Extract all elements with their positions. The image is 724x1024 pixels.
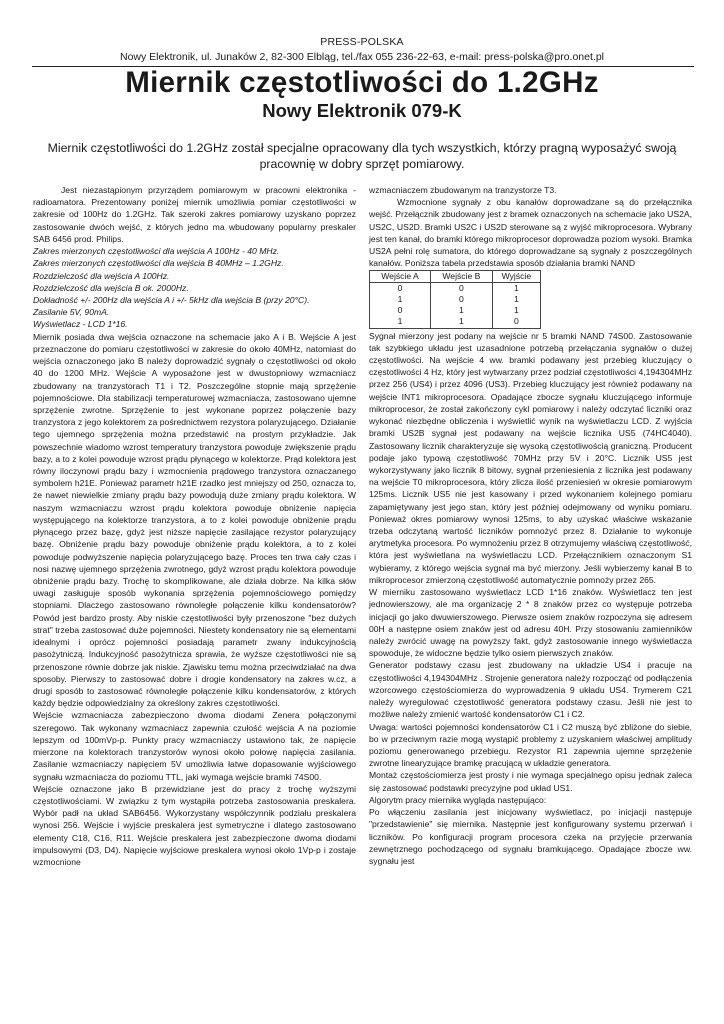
table-header-cell: Wejście A bbox=[370, 270, 431, 282]
spec-line: Rozdzielczość dla wejścia A 100Hz. bbox=[33, 270, 170, 281]
nand-truth-table bbox=[369, 270, 541, 329]
publisher-name: PRESS-POLSKA bbox=[320, 36, 404, 48]
table-row bbox=[370, 282, 541, 294]
table-header-cell: Wejście B bbox=[430, 270, 492, 282]
body-paragraph: Wzmocnione sygnały z obu kanałów doprowadzane są do przełącznika wejść. Przełącznik zbudowany jest z bramek oznaczonych na schemacie jako US2A, US2C, US2D. Bramki US2C i US2D sterowane są z wyjść mikroprocesora. Wybrany jest ten kanał, do bramki którego mikroprocesor doprowadza poziom wysoki. Bramka US2A pełni rolę sumatora, do którego doprowadzane są sygnały z poszczególnych kanałów. Poniższa tabela przedstawia sposób działania bramki NAND bbox=[369, 197, 692, 269]
body-paragraph: Wejście oznaczone jako B przewidziane jest do pracy z trochę wyższymi częstotliwościami. W związku z tym wystąpiła potrzeba zastosowania preskalera. Wybór padł na układ SAB6456. Wykorzystany współczynnik podziału preskalera wynosi 256. Wejście i wyjście preskalera jest symetryczne i dlatego zastosowano elementy C18, C16, R11. Wejście preskalera jest zabezpieczone dwoma diodami impulsowymi (D3, D4). Napięcie wyjściowe preskalera wynosi około 1Vp-p i zostaje wzmocnione bbox=[33, 783, 356, 868]
lead-paragraph: Miernik częstotliwości do 1.2GHz został specjalne opracowany dla tych wszystkich, którzy pragną wyposażyć swoją pracownię w dobry sprzęt pomiarowy. bbox=[47, 141, 677, 171]
spec-line: Wyświetlacz - LCD 1*16. bbox=[33, 319, 128, 330]
body-paragraph: Uwaga: wartości pojemności kondensatorów C1 i C2 muszą być zbliżone do siebie, bo w przeciwnym razie mogą wystąpić problemy z uzyskaniem właściwej amplitudy poziomu generowanego przebiegu. Rezystor R1 zapewnia ujemne sprzężenie zwrotne linearyzujące bramkę pracującą w układzie generatora. bbox=[369, 721, 692, 769]
spec-line: Zakres mierzonych częstotliwości dla wejścia B 40MHz – 1.2GHz. bbox=[33, 258, 284, 269]
table-cell: 1 bbox=[370, 294, 431, 305]
table-row bbox=[370, 294, 541, 305]
intro-paragraph: Jest niezastąpionym przyrządem pomiarowym w pracowni elektronika - radioamatora. Prezentowany poniżej miernik umożliwia pomiar częstotliwości w zakresie od 100Hz do 1.2GHz. Tak szeroki zakres pomiarowy uzyskano poprzez zastosowanie dwóch wejść, z których jedno ma wbudowany popularny preskaler SAB 6456 prod. Philips. bbox=[33, 185, 356, 244]
table-header-row bbox=[370, 270, 541, 282]
page-subtitle: Nowy Elektronik 079-K bbox=[262, 100, 462, 121]
body-paragraph: Generator podstawy czasu jest zbudowany na układzie US4 i pracuje na częstotliwości 4,194304MHz . Strojenie generatora należy rozpocząć od podłączenia wzorcowego częstościomierza do wyprowadzenia 9 układu US4. Trymerem C21 należy wyregulować częstotliwość generatora podstawy czasu. Jeśli nie jest to możliwe należy zmienić wartość kondensatorów C1 i C2. bbox=[369, 660, 692, 720]
table-cell: 1 bbox=[430, 305, 492, 316]
table-cell: 1 bbox=[430, 316, 492, 328]
body-paragraph: Miernik posiada dwa wejścia oznaczone na schemacie jako A i B. Wejście A jest przeznaczone do pomiaru częstotliwości w zakresie do około 40MHz, natomiast do wejścia oznaczonego jako B należy doprowadzić sygnały o częstotliwości od około 40 do 1200 MHz. Wejście A wyposażone jest w dwustopniowy wzmacniacz zbudowany na tranzystorach T1 i T2. Poszczególne stopnie mają sprzężenie pojemnościowe. Dla stabilizacji temperaturowej wzmacniacza, zastosowano ujemne sprzężenie zwrotne. Sprzężenie to jest wykonane poprzez połączenie bazy tranzystora z jego kolektorem za pośrednictwem rezystora polaryzującego. Działanie tego ujemnego sprzężenia można przedstawić na prostym przykładzie. Jak powszechnie wiadomo wzrost temperatury tranzystora powoduje zwiększenie prądu bazy, a to z kolei powoduje wzrost prądu płynącego w kolektorze. Prąd kolektora jest równy iloczynowi prądu bazy i wzmocnienia prądowego tranzystora oznaczanego symbolem h21E. Ponieważ parametr h21E rzadko jest mniejszy od 250, oznacza to, że nawet niewielkie zmiany prądu bazy powodują duże zmiany prądu kolektora. W naszym wzmacniaczu wzrost prądu kolektora powoduje obniżenie napięcia występującego na kolektorze tranzystora, a to z kolei powoduje obniżenie prądu płynącego przez bazę, gdyż jest niższe napięcie zasilające rezystor polaryzujący bazę. Obniżenie prądu bazy powoduje obniżenie prądu kolektora, a to z kolei powoduje podwyższenie napięcia polaryzującego bazę. Proces ten trwa cały czas i nosi nazwę ujemnego sprzężenia zwrotnego, gdyż wzrost prądu kolektora powoduje obniżenie prądu bazy. Trochę to skomplikowane, ale działa dobrze. Na kilka słów uwagi zasługuje sposób wykonania sprzężenia pojemnościowego pomiędzy stopniami. Dlaczego zastosowano równoległe połączenie kilku kondensatorów? Powód jest bardzo prosty. Aby niskie częstotliwości były przenoszone "bez dużych strat" trzeba zastosować duże pojemności. Niestety kondensatory nie są elementami idealnymi i oprócz pojemności posiadają parametr zwany indukcyjnością pasożytniczą. Indukcyjność pasożytnicza sprawia, że wyższe częstotliwości nie są przenoszone równie dobrze jak niskie. Zjawisku temu można przeciwdziałać na dwa sposoby. Pierwszy to zastosować dobre i drogie kondensatory na zakres w.cz, a drugi sposób to zastosować równoległe połączenie kilku kondensatorów, z których każdy będzie odpowiedzialny za określony zakres częstotliwości. bbox=[33, 331, 356, 709]
table-cell: 0 bbox=[430, 294, 492, 305]
spec-line: Rozdzielczość dla wejścia B ok. 2000Hz. bbox=[33, 282, 189, 293]
table-header-cell: Wyjście bbox=[492, 270, 540, 282]
table-cell: 1 bbox=[492, 305, 540, 316]
body-paragraph: Montaż częstościomierza jest prosty i nie wymaga specjalnego opisu jednak zaleca się zastosować podstawki precyzyjne pod układ US1. bbox=[369, 770, 692, 793]
table-cell: 0 bbox=[430, 282, 492, 294]
publisher-address: Nowy Elektronik, ul. Junaków 2, 82-300 Elbląg, tel./fax 055 236-22-63, e-mail: press-polska@pro.onet.pl bbox=[120, 51, 604, 63]
table-cell: 0 bbox=[370, 282, 431, 294]
table-cell: 1 bbox=[370, 316, 431, 328]
table-cell: 1 bbox=[492, 282, 540, 294]
spec-line: Dokładność +/- 200Hz dla wejścia A i +/- 5kHz dla wejścia B (przy 20°C). bbox=[33, 294, 310, 305]
page-title: Miernik częstotliwości do 1.2GHz bbox=[125, 66, 599, 99]
spec-line: Zasilanie 5V, 90mA. bbox=[33, 307, 110, 318]
left-column bbox=[33, 184, 356, 868]
table-row bbox=[370, 305, 541, 316]
table-row bbox=[370, 316, 541, 328]
body-paragraph: Wejście wzmacniacza zabezpieczono dwoma diodami Zenera połączonymi szeregowo. Tak wykonany wzmacniacz zapewnia czułość wejścia A na poziomie lepszym od 100mVp-p. Punkty pracy wzmacniaczy ustawiono tak, że napięcie mierzone na kolektorach tranzystorów wynosi około połowę napięcia zasilania. Zasilanie wzmacniaczy napięciem 5V umożliwia łatwe dopasowanie wyjściowego sygnału wzmacniacza do poziomu TTL, jaki wymaga wejście bramki 74S00. bbox=[33, 710, 356, 782]
spec-line: Zakres mierzonych częstotliwości dla wejścia A 100Hz - 40 MHz. bbox=[33, 246, 280, 257]
body-paragraph: wzmacniaczem zbudowanym na tranzystorze T3. bbox=[369, 185, 557, 195]
body-paragraph: W mierniku zastosowano wyświetlacz LCD 1*16 znaków. Wyświetlacz ten jest jednowierszowy, ale ma organizację 2 * 8 znaków przez co występuje potrzeba inicjacji go jako dwuwierszowego. Pierwsze osiem znaków rozpoczyna się adresem 00H a następne osiem znaków jest od adresu 40H. Przy stosowaniu zamienników należy zwrócić uwagę na powyższy fakt, gdyż zastosowanie innego wyświetlacza spowoduje, że widoczne będzie tylko osiem pierwszych znaków. bbox=[369, 587, 692, 659]
table-cell: 0 bbox=[370, 305, 431, 316]
right-column bbox=[369, 184, 692, 867]
body-paragraph: Po włączeniu zasilania jest inicjowany wyświetlacz, po inicjacji następuje "przedstawienie" się miernika. Następnie jest konfigurowany systemu przerwań i liczników. Po konfiguracji program procesora czeka na przyjęcie przerwania zewnętrznego pochodzącego od sygnału bramkującego. Opadające zbocze ww. sygnału jest bbox=[369, 807, 692, 866]
table-cell: 0 bbox=[492, 316, 540, 328]
table-cell: 1 bbox=[492, 294, 540, 305]
body-paragraph: Sygnał mierzony jest podany na wejście nr 5 bramki NAND 74S00. Zastosowanie tak szybkiego układu jest uzasadnione potrzebą przełączania sygnałów o dużej częstotliwości. Na wejście 4 ww. bramki podawany jest przebieg kluczujący o częstotliwości 4 Hz, który jest wytwarzany przez podział częstotliwości 4,194304MHz przez 256 (US4) i przez 4096 (US3). Przebieg kluczujący jest również podawany na wejście INT1 mikroprocesora. Opadające zbocze sygnału kluczującego informuje mikroprocesor, że został zakończony cykl pomiarowy i należy odczytać liczniki oraz wykonać niezbędne obliczenia i wyświetlić wynik na wyświetlaczu LCD. Z wyjścia bramki US2B sygnał jest podawany na wejście licznika US5 (74HC4040). Zastosowany licznik charakteryzuje się wysoką częstotliwością graniczną. Producent podaje jako typową częstotliwość 70MHz przy 5V i 20°C. Licznik US5 jest wykorzystywany jako licznik 8 bitowy, sygnał przeniesienia z licznika jest podawany na wejście T0 mikroprocesora, który zlicza ilość przeniesień w okresie pomiarowym 125ms. Licznik US5 nie jest kasowany i przed wykonaniem kolejnego pomiaru zapamiętywany jest jego stan, który jest później odejmowany od wyniku pomiaru. Ponieważ okres pomiarowy wynosi 125ms, to aby uzyskać właściwe wskazanie trzeba odczytaną wartość liczników pomnożyć przez 8. Działanie to wykonuje arytmetyka procesora. Po wymnożeniu przez 8 otrzymujemy właściwą częstotliwość, która jest wyświetlana na wyświetlaczu LCD. Przełącznikiem oznaczonym S1 wybieramy, z którego wejścia sygnał ma być mierzony. Jeśli wybierzemy kanał B to mikroprocesor zmierzoną częstotliwość automatycznie pomnoży przez 265. bbox=[369, 330, 692, 585]
body-paragraph: Algorytm pracy miernika wygląda następująco: bbox=[369, 794, 547, 805]
